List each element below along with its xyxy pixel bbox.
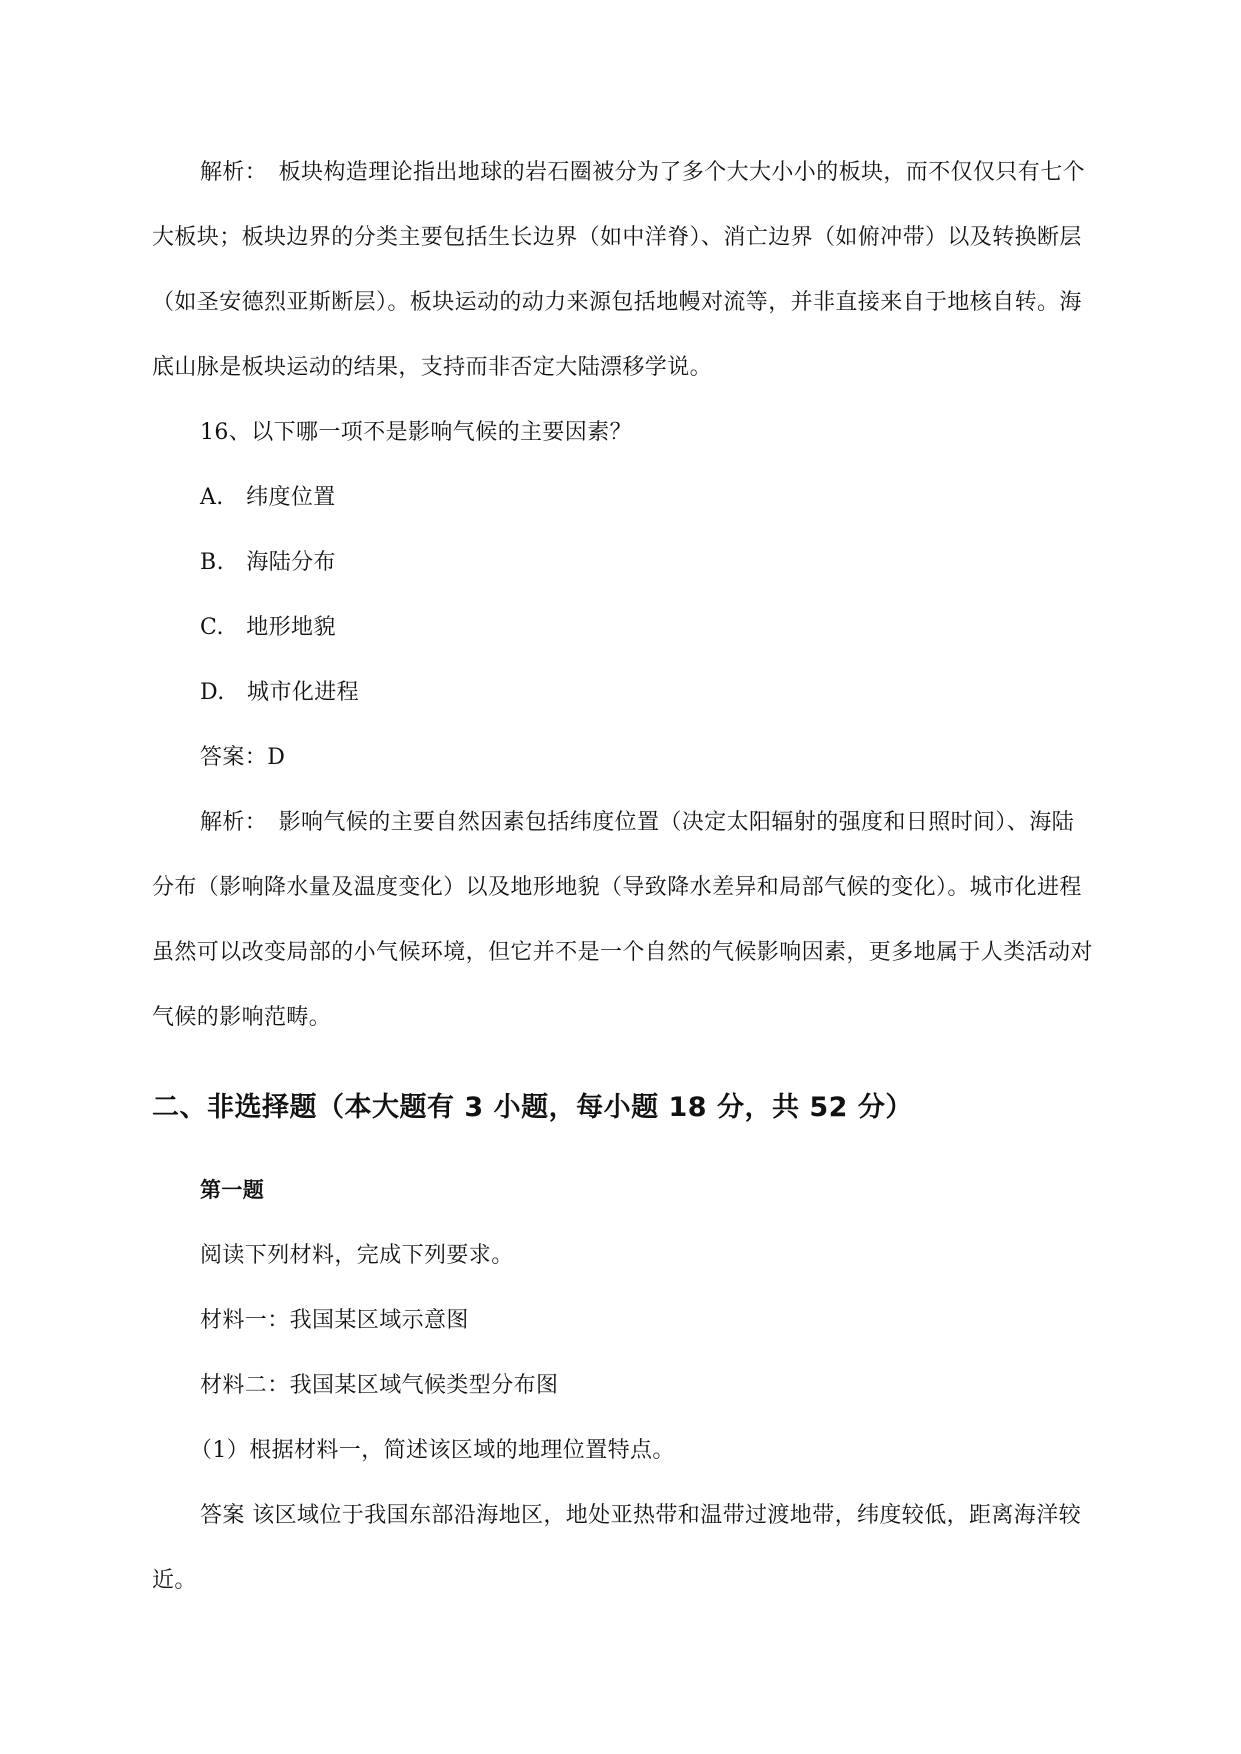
option-c: C. 地形地貌 (200, 615, 336, 640)
option-b: B. 海陆分布 (200, 550, 336, 575)
instruction-text: 阅读下列材料，完成下列要求。 (200, 1243, 514, 1268)
option-d: D. 城市化进程 (200, 680, 360, 705)
question-1-title: 第一题 (200, 1178, 265, 1202)
material-2-caption: 材料二：我国某区域气候类型分布图 (200, 1373, 559, 1398)
question-16-text: 16、以下哪一项不是影响气候的主要因素？ (200, 420, 632, 445)
section-heading-non-choice: 二、非选择题（本大题有 3 小题，每小题 18 分，共 52 分） (152, 1092, 913, 1123)
answer-sub-question-1: 答案 该区域位于我国东部沿海地区，地处亚热带和温带过渡地带，纬度较低，距离海洋较近。 (152, 1503, 1081, 1593)
analysis-paragraph-q15: 解析： 板块构造理论指出地球的岩石圈被分为了多个大大小小的板块，而不仅仅只有七个大板块；板块边界的分类主要包括生长边界（如中洋脊）、消亡边界（如俯冲带）以及转换断层（如圣安德烈亚斯断层）。板块运动的动力来源包括地幔对流等，并非直接来自于地核自转。海底山脉是板块运动的结果，支持而非否定大陆漂移学说。 (152, 160, 1086, 380)
page-content (152, 140, 1096, 1613)
sub-question-1: （1）根据材料一，简述该区域的地理位置特点。 (190, 1438, 675, 1463)
material-1-caption: 材料一：我国某区域示意图 (200, 1308, 469, 1333)
analysis-paragraph-q16: 解析： 影响气候的主要自然因素包括纬度位置（决定太阳辐射的强度和日照时间）、海陆分布（影响降水量及温度变化）以及地形地貌（导致降水差异和局部气候的变化）。城市化进程虽然可以改变局部的小气候环境，但它并不是一个自然的气候影响因素，更多地属于人类活动对气候的影响范畴。 (152, 810, 1093, 1030)
option-a: A. 纬度位置 (200, 485, 336, 510)
answer-q16: 答案：D (200, 745, 286, 770)
